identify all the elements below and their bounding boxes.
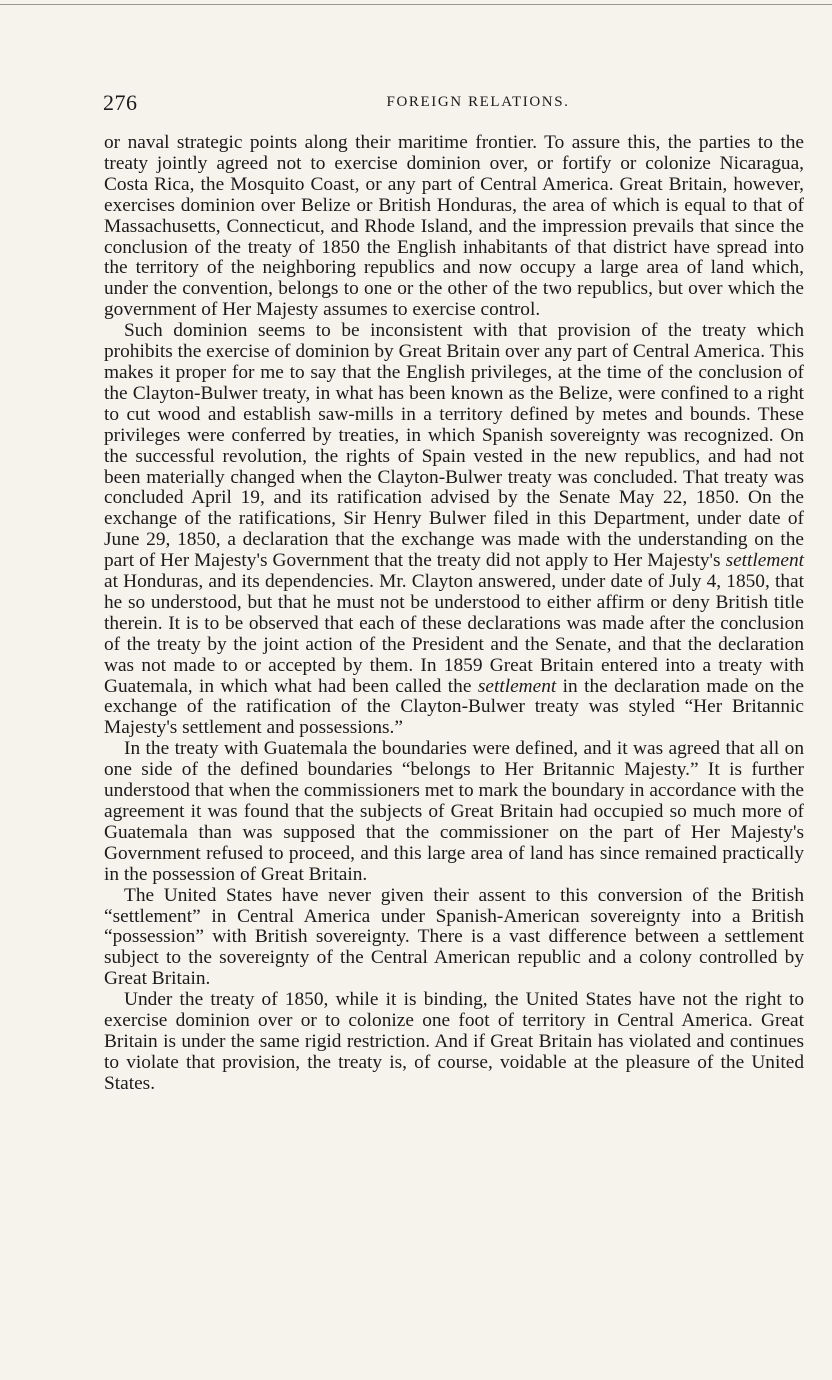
paragraph xyxy=(104,133,804,321)
italic-text: settlement xyxy=(477,675,557,697)
paragraph-text: Under the treaty of 1850, while it is binding, the United States have not the right to exercise dominion over or to colonize one foot of territory in Central America. Great Britain is under the same rigid restriction. And if Great Britain has violated and continues to violate that provision, the treaty is, of course, voidable at the pleasure of the United States. xyxy=(104,989,804,1094)
body-text xyxy=(104,133,804,1095)
page-header xyxy=(103,90,813,116)
page-number: 276 xyxy=(103,90,138,115)
paragraph-text: The United States have never given their assent to this conversion of the British “settlement” in Central America under Spanish-American sovereignty into a British “possession” with British sovereignty. There is a vast difference between a settlement subject to the sovereignty of the Central American republic and a colony controlled by Great Britain. xyxy=(104,884,804,990)
paragraph-text: in the declaration made on the exchange of the ratification of the Clayton-Bulwer treaty was styled “Her Britannic Majesty's settlement and possessions.” xyxy=(104,675,805,739)
top-rule xyxy=(0,4,832,5)
paragraph-text: In the treaty with Guatemala the boundaries were defined, and it was agreed that all on one side of the defined boundaries “belongs to Her Britannic Majesty.” It is further understood that when the commissioners met to mark the boundary in accordance with the agreement it was found that the subjects of Great Britain had occupied so much more of Guatemala than was supposed that the commissioner on the part of Her Majesty's Government refused to proceed, and this large area of land has since remained practically in the possession of Great Britain. xyxy=(104,738,804,885)
paragraph xyxy=(104,739,804,885)
paragraph-text: or naval strategic points along their maritime frontier. To assure this, the parties to the treaty jointly agreed not to exercise dominion over, or fortify or colonize Nicaragua, Costa Rica, the Mosquito Coast, or any part of Central America. Great Britain, however, exercises dominion over Belize or British Honduras, the area of which is equal to that of Massachusetts, Connecticut, and Rhode Island, and the impression prevails that since the conclusion of the treaty of 1850 the English inhabitants of that district have spread into the territory of the neighboring republics and now occupy a large area of land which, under the convention, belongs to one or the other of the two republics, but over which the government of Her Majesty assumes to exercise control. xyxy=(104,132,804,321)
paragraph xyxy=(104,321,804,739)
running-title: FOREIGN RELATIONS. xyxy=(386,94,570,110)
paragraph-text: at Honduras, and its dependencies. Mr. Clayton answered, under date of July 4, 1850, that he so understood, but that he must not be understood to either affirm or deny British title therein. It is to be observed that each of these declarations was made after the conclusion of the treaty by the joint action of the President and the Senate, and that the declaration was not made to or accepted by them. In 1859 Great Britain entered into a treaty with Guatemala, in which what had been called the xyxy=(104,571,804,697)
paragraph-text: Such dominion seems to be inconsistent with that provision of the treaty which prohibits the exercise of dominion by Great Britain over any part of Central America. This makes it proper for me to say that the English privileges, at the time of the conclusion of the Clayton-Bulwer treaty, in what has been known as the Belize, were confined to a right to cut wood and establish saw-mills in a territory defined by metes and bounds. These privileges were conferred by treaties, in which Spanish sovereignty was recognized. On the successful revolution, the rights of Spain vested in the new republics, and had not been materially changed when the Clayton-Bulwer treaty was concluded. That treaty was concluded April 19, and its ratification advised by the Senate May 22, 1850. On the exchange of the ratifications, Sir Henry Bulwer filed in this Department, under date of June 29, 1850, a declaration that the exchange was made with the understanding on the part of Her Majesty's Government that the treaty did not apply to Her Majesty's xyxy=(104,320,804,572)
paragraph xyxy=(104,990,804,1095)
paragraph xyxy=(104,886,804,991)
italic-text: settlement xyxy=(725,550,804,572)
